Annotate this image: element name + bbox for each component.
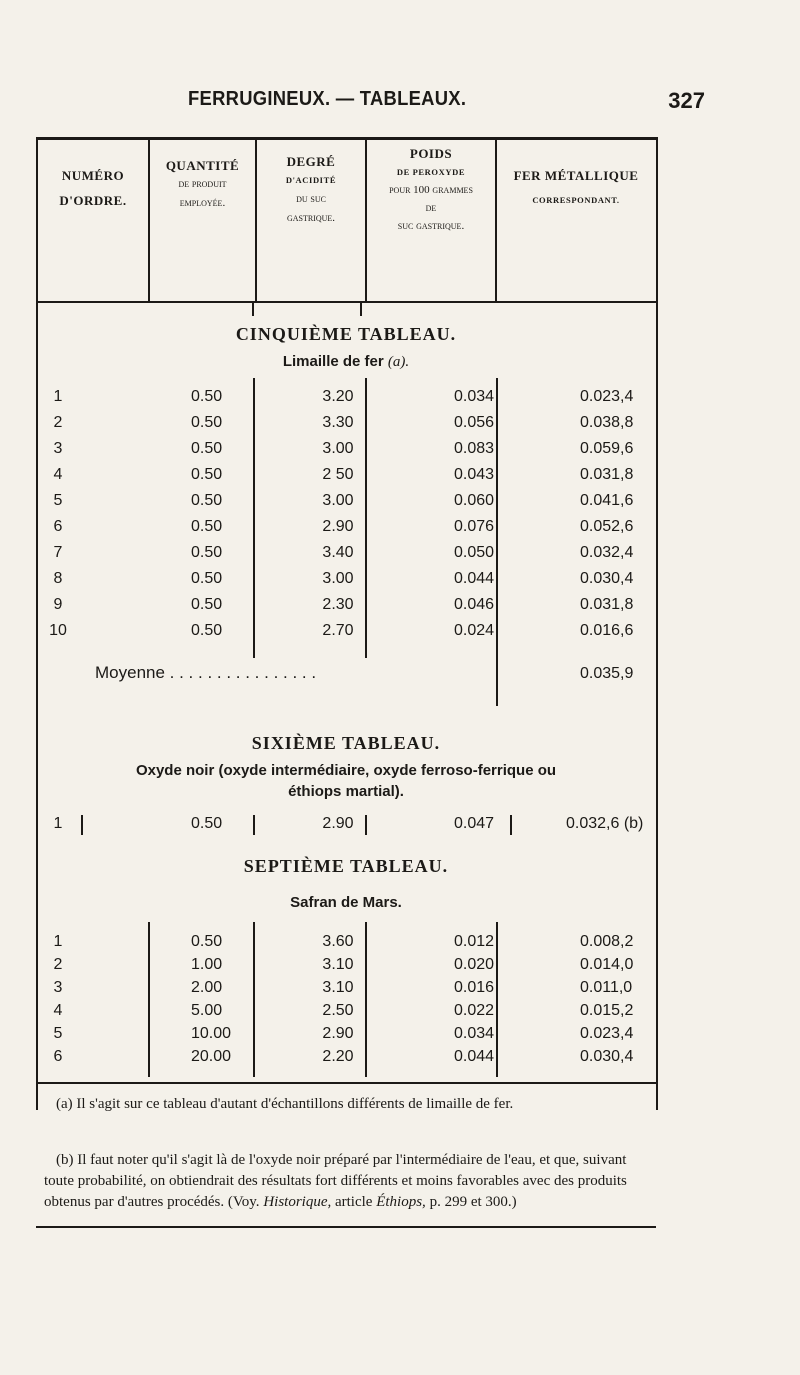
table-row [36,518,656,540]
table-row [36,440,656,462]
table-row [36,570,656,592]
table-cell: 3 [53,979,63,996]
table-cell: 0.083 [454,440,495,457]
table5-title: CINQUIÈME TABLEAU. [235,324,457,344]
table-cell: 7 [53,544,63,561]
inline-rule [510,815,512,835]
table-cell: 0.020 [454,956,495,973]
table-cell: 0.038,8 [580,414,634,431]
table-row [36,466,656,488]
table-cell: 10.00 [191,1025,232,1042]
table-cell: 3.30 [322,414,354,431]
table-cell: 5.00 [191,1002,223,1019]
table-cell: 0.056 [454,414,495,431]
table-cell: 0.050 [454,544,495,561]
table-cell: 0.059,6 [580,440,634,457]
table-cell: 6 [53,1048,63,1065]
moyenne-value: 0.035,9 [580,665,634,682]
table-cell: 0.022 [454,1002,495,1019]
running-head [0,88,800,122]
table6-subtitle: Oxyde noir (oxyde intermédiaire, oxyde ferroso-ferrique ou éthiops martial). [135,762,557,800]
table-cell: 2.90 [322,1025,354,1042]
table-cell: 0.031,8 [580,596,634,613]
table-cell: 0.016 [454,979,495,996]
table-row [36,388,656,410]
table-row [36,414,656,436]
table-cell: 0.50 [191,544,223,561]
table-cell: 3.10 [322,979,354,996]
table-row [36,933,656,955]
header-poids: POIDS DE PEROXYDE pour 100 grammes de suc gastrique. [389,146,473,232]
table-cell: 0.047 [454,815,495,832]
table-row [36,979,656,1001]
table-cell: 3.10 [322,956,354,973]
header-stub [252,302,254,316]
table-cell: 3.20 [322,388,354,405]
table-cell: 0.015,2 [580,1002,634,1019]
table-cell: 0.076 [454,518,495,535]
table-cell: 0.044 [454,570,495,587]
table-cell: 0.023,4 [580,1025,634,1042]
inline-rule [253,815,255,835]
table-cell: 0.041,6 [580,492,634,509]
table-cell: 0.060 [454,492,495,509]
table-cell: 2.50 [322,1002,354,1019]
table-cell: 0.50 [191,388,223,405]
table-cell: 4 [53,466,63,483]
header-quantite: QUANTITÉ de produit employée. [165,158,240,209]
table-cell: 0.012 [454,933,495,950]
header-numero: NUMÉRO D'ORDRE. [59,168,127,208]
table-cell: 0.014,0 [580,956,634,973]
table-cell: 1 [53,933,63,950]
table-cell: 0.50 [191,440,223,457]
table-cell: 0.044 [454,1048,495,1065]
inline-rule [365,815,367,835]
table-cell: 5 [53,492,63,509]
table-cell: 3.40 [322,544,354,561]
table-cell: 2 [53,956,63,973]
table-cell: 0.016,6 [580,622,634,639]
table-cell: 1.00 [191,956,223,973]
table-cell: 6 [53,518,63,535]
page-number: 327 [668,88,705,113]
table-row [36,815,656,837]
table7-title: SEPTIÈME TABLEAU. [243,856,449,876]
table-cell: 2.30 [322,596,354,613]
footnote-a: (a) Il s'agit sur ce tableau d'autant d'échantillons différents de limaille de fer. [56,1096,514,1112]
table-cell: 2 [53,414,63,431]
table-cell: 0.011,0 [580,979,633,996]
table-cell: 0.50 [191,492,223,509]
table-cell: 0.032,6 (b) [566,815,644,832]
table-row [36,596,656,618]
table-cell: 3.00 [322,492,354,509]
header-stub [360,302,362,316]
inline-rule [81,815,83,835]
table-cell: 8 [53,570,63,587]
table-cell: 3.00 [322,570,354,587]
table-cell: 0.50 [191,622,223,639]
table-cell: 0.032,4 [580,544,634,561]
header-fer: FER MÉTALLIQUE CORRESPONDANT. [513,168,639,205]
table-cell: 0.043 [454,466,495,483]
table-cell: 0.50 [191,933,223,950]
table-cell: 2.90 [322,518,354,535]
header-degre: DEGRÉ D'ACIDITÉ du suc gastrique. [285,154,337,224]
table-cell: 0.50 [191,414,223,431]
table-cell: 0.50 [191,466,223,483]
table-cell: 0.031,8 [580,466,634,483]
table7-subtitle: Safran de Mars. [290,894,402,911]
table-cell: 2.20 [322,1048,354,1065]
table-cell: 0.50 [191,570,223,587]
table-cell: 3 [53,440,63,457]
table-cell: 0.50 [191,596,223,613]
table-cell: 4 [53,1002,63,1019]
table-row [36,492,656,514]
table-cell: 0.052,6 [580,518,634,535]
table-cell: 2.00 [191,979,223,996]
table-cell: 10 [49,622,67,639]
table-cell: 0.50 [191,518,223,535]
table-cell: 1 [53,815,63,832]
column-rule [496,656,498,706]
table-cell: 9 [53,596,63,613]
table-row [36,622,656,644]
header-divider [495,140,497,302]
table-row [36,956,656,978]
table-cell: 2.70 [322,622,354,639]
table-cell: 0.50 [191,815,223,832]
table-cell: 3.00 [322,440,354,457]
table-cell: 5 [53,1025,63,1042]
table-row [36,1025,656,1047]
table-cell: 1 [53,388,63,405]
footnote-b: (b) Il faut noter qu'il s'agit là de l'oxyde noir préparé par l'intermédiaire de l'eau, et que, suivant toute probabilité, on obtiendrait des résultats fort différents et moins favorables avec des produits obtenus par d'autres procédés. (Voy. Historique, article Éthiops, p. 299 et 300.) [44,1152,627,1210]
moyenne-label: Moyenne . . . . . . . . . . . . . . . . [95,663,317,682]
table-cell: 0.008,2 [580,933,634,950]
table-cell: 2.90 [322,815,354,832]
table-row [36,1002,656,1024]
table-row [36,1048,656,1070]
header-rule [36,301,656,303]
table6-title: SIXIÈME TABLEAU. [251,733,441,753]
table-cell: 3.60 [322,933,354,950]
running-head-title: FERRUGINEUX. — TABLEAUX. [188,88,467,110]
table-cell: 0.030,4 [580,570,634,587]
table-cell: 0.024 [454,622,495,639]
table-cell: 0.034 [454,388,495,405]
table-cell: 2 50 [322,466,354,483]
table-row [36,544,656,566]
table5-subtitle: Limaille de fer (a). [282,353,410,370]
table-cell: 0.030,4 [580,1048,634,1065]
table-cell: 0.023,4 [580,388,634,405]
table-cell: 20.00 [191,1048,232,1065]
table-cell: 0.046 [454,596,495,613]
table-cell: 0.034 [454,1025,495,1042]
